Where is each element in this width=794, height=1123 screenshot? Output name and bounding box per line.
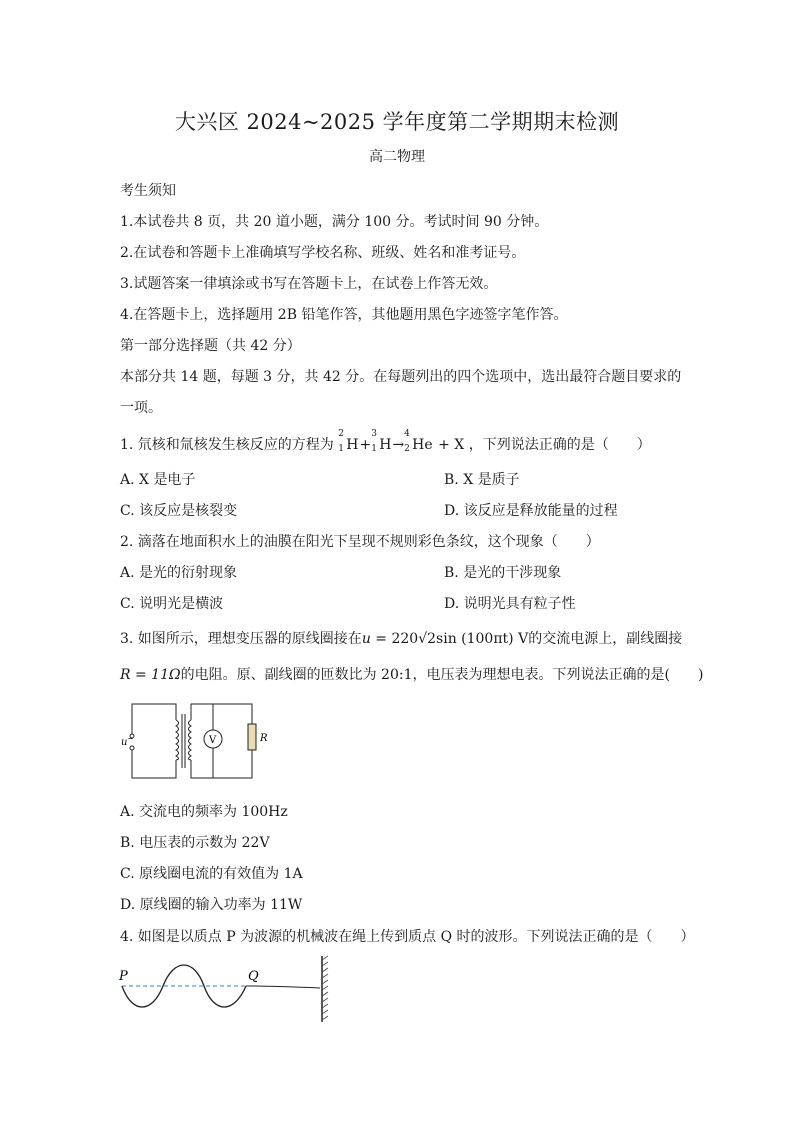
fig-label-q: Q bbox=[248, 969, 259, 984]
q4-stem: 4. 如图是以质点 P 为波源的机械波在绳上传到质点 Q 时的波形。下列说法正确的是（ ） bbox=[120, 929, 695, 945]
q1-stem bbox=[120, 429, 651, 454]
q1-option-d[interactable]: D. 该反应是释放能量的过程 bbox=[444, 503, 618, 519]
notice-item-3: 3.试题答案一律填涂或书写在答题卡上，在试卷上作答无效。 bbox=[120, 276, 498, 292]
part1-intro-line1: 本部分共 14 题，每题 3 分，共 42 分。在每题列出的四个选项中，选出最符合题目要求的 bbox=[120, 369, 682, 385]
q3-option-a[interactable]: A. 交流电的频率为 100Hz bbox=[120, 804, 288, 820]
page-title: 大兴区 2024~2025 学年度第二学期期末检测 bbox=[174, 110, 620, 134]
page-subtitle: 高二物理 bbox=[369, 149, 425, 165]
q2-option-a[interactable]: A. 是光的衍射现象 bbox=[120, 565, 238, 581]
fig-label-u: u bbox=[121, 737, 128, 748]
part1-heading: 第一部分选择题（共 42 分） bbox=[120, 338, 301, 354]
q2-option-b[interactable]: B. 是光的干涉现象 bbox=[444, 565, 562, 581]
fig-label-p: P bbox=[119, 969, 128, 984]
q1-nuclide-h3: 3 1 H bbox=[371, 429, 392, 454]
notice-item-4: 4.在答题卡上，选择题用 2B 铅笔作答，其他题用黑色字迹签字笔作答。 bbox=[120, 307, 568, 323]
q1-nuclide-he: 4 2 He bbox=[404, 429, 433, 454]
q2-option-d[interactable]: D. 说明光具有粒子性 bbox=[444, 596, 576, 612]
q1-stem-prefix: 1. 氘核和氚核发生核反应的方程为 bbox=[120, 437, 334, 453]
q1-option-a[interactable]: A. X 是电子 bbox=[120, 472, 196, 488]
fig-resistor-label: R bbox=[260, 733, 268, 744]
q1-option-c[interactable]: C. 该反应是核裂变 bbox=[120, 503, 238, 519]
fig-voltmeter-label: V bbox=[209, 735, 217, 746]
fig-label-tilde: ~ bbox=[127, 734, 134, 743]
q2-stem: 2. 滴落在地面积水上的油膜在阳光下呈现不规则彩色条纹，这个现象（ ） bbox=[120, 534, 600, 550]
q3-stem-line2: R = 11Ω的电阻。原、副线圈的匝数比为 20:1，电压表为理想电表。下列说法正确的是( ) bbox=[120, 667, 704, 683]
rope-wave-diagram bbox=[116, 952, 336, 1026]
notice-item-2: 2.在试卷和答题卡上准确填写学校名称、班级、姓名和准考证号。 bbox=[120, 245, 526, 261]
transformer-circuit-diagram bbox=[118, 700, 268, 782]
q3-stem-line1: 3. 如图所示，理想变压器的原线圈接在u = 220√2sin (100πt) V的交流电源上，副线圈接 bbox=[120, 631, 683, 647]
q1-equation: 2 1 H+ 3 1 H→ 4 2 He + X bbox=[338, 429, 465, 454]
q1-stem-suffix: ，下列说法正确的是（ ） bbox=[468, 437, 651, 453]
q3-voltage-equation: u = 220√2sin (100πt) V bbox=[361, 631, 529, 647]
q2-option-c[interactable]: C. 说明光是横波 bbox=[120, 596, 224, 612]
part1-intro-line2: 一项。 bbox=[120, 400, 162, 416]
notice-item-1: 1.本试卷共 8 页，共 20 道小题，满分 100 分。考试时间 90 分钟。 bbox=[120, 214, 549, 230]
q3-resistance-equation: R = 11Ω bbox=[120, 667, 181, 683]
q3-option-d[interactable]: D. 原线圈的输入功率为 11W bbox=[120, 897, 303, 913]
q3-option-b[interactable]: B. 电压表的示数为 22V bbox=[120, 835, 270, 851]
notice-heading: 考生须知 bbox=[120, 183, 176, 199]
q3-option-c[interactable]: C. 原线圈电流的有效值为 1A bbox=[120, 866, 303, 882]
q1-option-b[interactable]: B. X 是质子 bbox=[444, 472, 520, 488]
q1-nuclide-h2: 2 1 H bbox=[338, 429, 359, 454]
